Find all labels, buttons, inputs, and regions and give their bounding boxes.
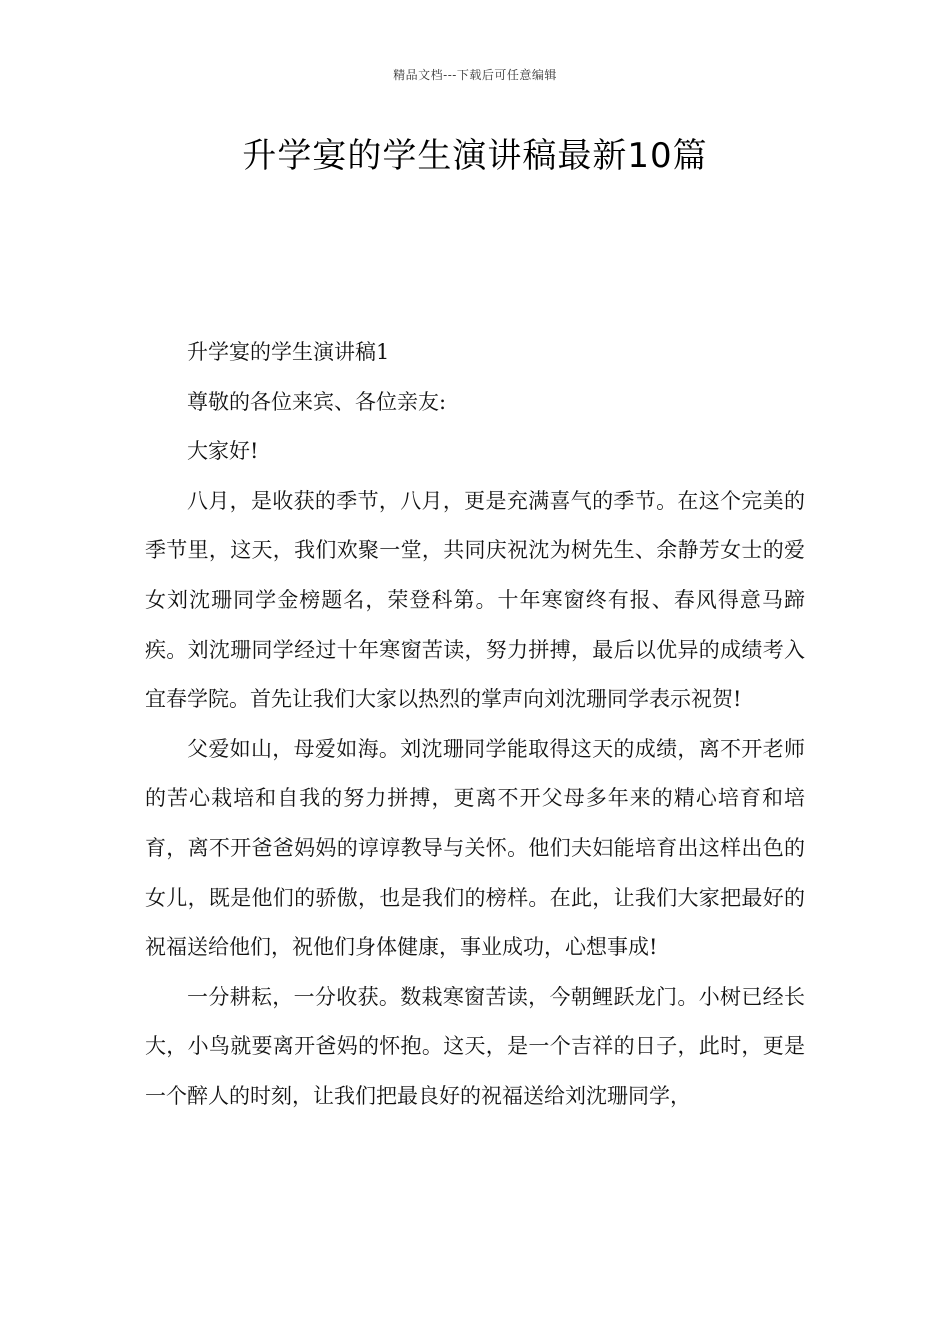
document-title: 升学宴的学生演讲稿最新10篇: [242, 136, 708, 176]
greeting: 大家好!: [187, 439, 259, 464]
salutation: 尊敬的各位来宾、各位亲友:: [187, 389, 447, 414]
section-heading: 升学宴的学生演讲稿1: [187, 340, 390, 364]
document-body: [145, 328, 805, 1122]
paragraph: 一分耕耘，一分收获。数栽寒窗苦读，今朝鲤跃龙门。小树已经长大，小鸟就要离开爸妈的怀抱。这天，是一个吉祥的日子，此时，更是一个醉人的时刻，让我们把最良好的祝福送给刘沈珊同学，: [145, 984, 805, 1108]
header-note: 精品文档---下载后可任意编辑: [393, 68, 557, 82]
paragraph: 父爱如山，母爱如海。刘沈珊同学能取得这天的成绩，离不开老师的苦心栽培和自我的努力拼搏，更离不开父母多年来的精心培育和培育，离不开爸爸妈妈的谆谆教导与关怀。他们夫妇能培育出这样出色的女儿，既是他们的骄傲，也是我们的榜样。在此，让我们大家把最好的祝福送给他们，祝他们身体健康，事业成功，心想事成!: [145, 736, 805, 960]
paragraph: 八月，是收获的季节，八月，更是充满喜气的季节。在这个完美的季节里，这天，我们欢聚一堂，共同庆祝沈为树先生、余静芳女士的爱女刘沈珊同学金榜题名，荣登科第。十年寒窗终有报、春风得意马蹄疾。刘沈珊同学经过十年寒窗苦读，努力拼搏，最后以优异的成绩考入宜春学院。首先让我们大家以热烈的掌声向刘沈珊同学表示祝贺!: [145, 488, 805, 712]
